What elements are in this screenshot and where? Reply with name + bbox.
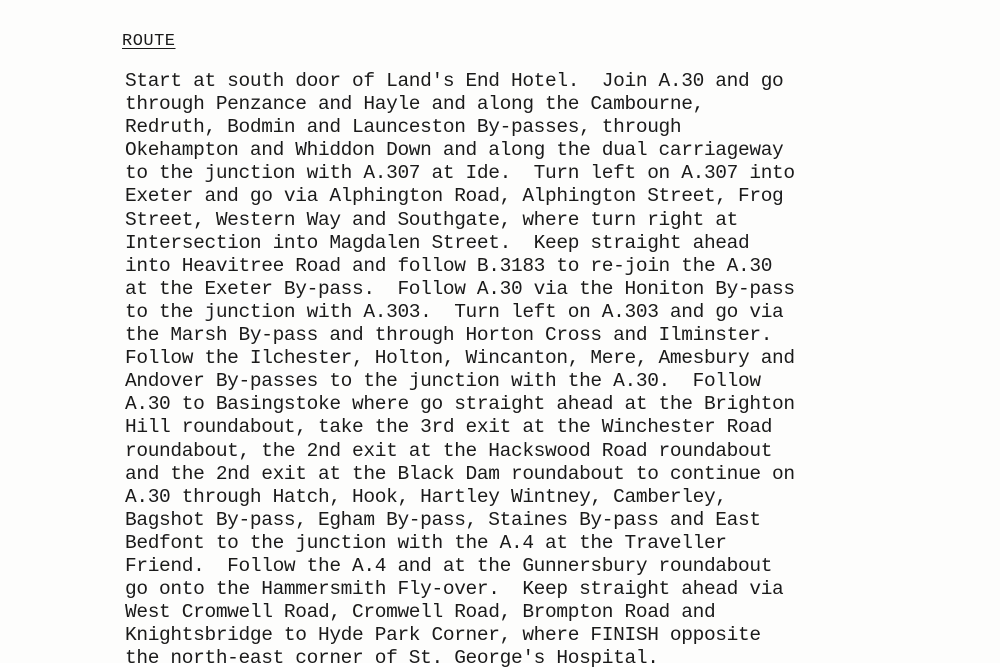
page-title: ROUTE	[122, 32, 176, 51]
text-line: Andover By-passes to the junction with the A.30. Follow	[125, 370, 761, 393]
text-line: Friend. Follow the A.4 and at the Gunnersbury roundabout	[125, 554, 773, 577]
text-line: Okehampton and Whiddon Down and along the dual carriageway	[125, 139, 784, 162]
text-line: Bedfont to the junction with the A.4 at the Traveller	[125, 531, 727, 554]
text-line: through Penzance and Hayle and along the Cambourne,	[125, 93, 704, 116]
text-line: to the junction with A.307 at Ide. Turn left on A.307 into	[125, 162, 795, 185]
text-line: Intersection into Magdalen Street. Keep straight ahead	[125, 231, 750, 254]
text-line: Hill roundabout, take the 3rd exit at the Winchester Road	[125, 416, 773, 439]
text-line: Redruth, Bodmin and Launceston By-passes, through	[125, 116, 682, 139]
text-line: West Cromwell Road, Cromwell Road, Brompton Road and	[125, 601, 716, 624]
route-description	[125, 70, 995, 670]
text-line: roundabout, the 2nd exit at the Hackswood Road roundabout	[125, 439, 773, 462]
text-line: and the 2nd exit at the Black Dam roundabout to continue on	[125, 462, 795, 485]
text-line: into Heavitree Road and follow B.3183 to re-join the A.30	[125, 254, 773, 277]
text-line: the north-east corner of St. George's Hospital.	[125, 647, 659, 670]
text-line: the Marsh By-pass and through Horton Cross and Ilminster.	[125, 324, 773, 347]
text-line: Start at south door of Land's End Hotel. Join A.30 and go	[125, 70, 784, 92]
text-line: at the Exeter By-pass. Follow A.30 via the Honiton By-pass	[125, 277, 795, 300]
text-line: go onto the Hammersmith Fly-over. Keep straight ahead via	[125, 578, 784, 601]
text-line: A.30 to Basingstoke where go straight ahead at the Brighton	[125, 393, 795, 416]
text-line: to the junction with A.303. Turn left on A.303 and go via	[125, 300, 784, 323]
text-line: Knightsbridge to Hyde Park Corner, where FINISH opposite	[125, 624, 761, 647]
text-line: Follow the Ilchester, Holton, Wincanton, Mere, Amesbury and	[125, 347, 795, 370]
text-line: Bagshot By-pass, Egham By-pass, Staines By-pass and East	[125, 508, 761, 531]
text-line: A.30 through Hatch, Hook, Hartley Wintney, Camberley,	[125, 485, 727, 508]
text-line: Exeter and go via Alphington Road, Alphington Street, Frog	[125, 185, 784, 208]
text-line: Street, Western Way and Southgate, where turn right at	[125, 208, 739, 231]
show-through-text	[430, 10, 890, 34]
